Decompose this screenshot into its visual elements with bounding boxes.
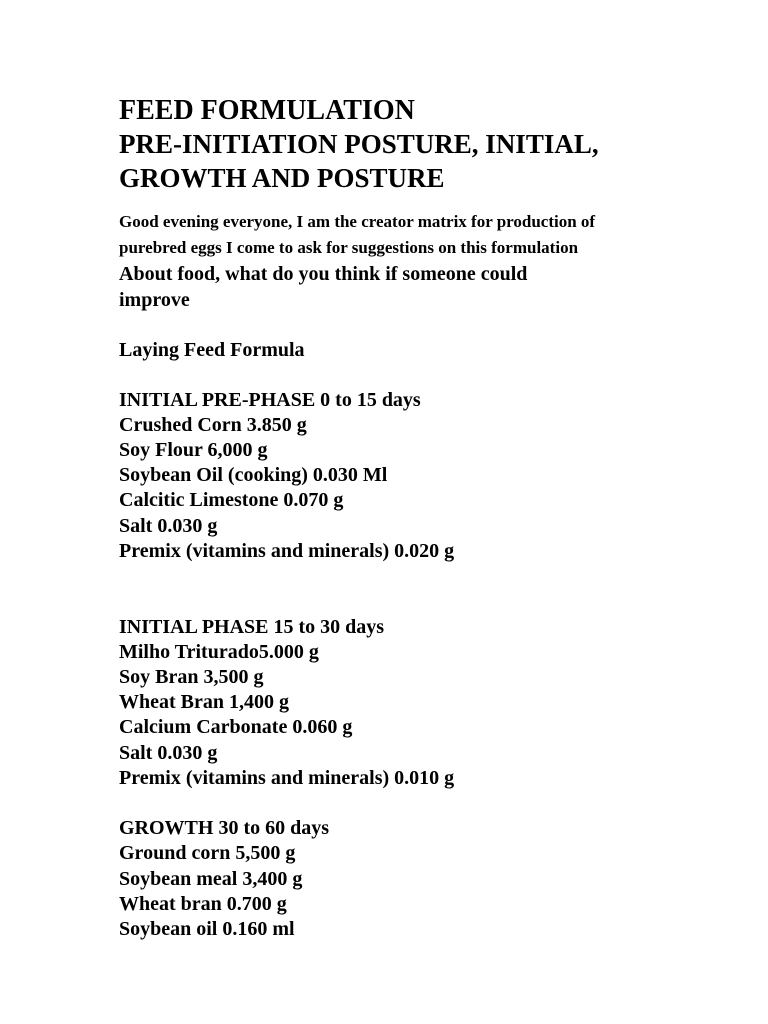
ingredient-item: Salt 0.030 g <box>119 742 218 764</box>
formula-heading: Laying Feed Formula <box>119 339 305 361</box>
ingredient-item: Soy Flour 6,000 g <box>119 439 268 461</box>
ingredient-item: Calcium Carbonate 0.060 g <box>119 716 353 738</box>
section-heading: INITIAL PRE-PHASE 0 to 15 days <box>119 389 421 411</box>
intro-line-3: About food, what do you think if someone could <box>119 263 528 285</box>
intro-line-4: improve <box>119 289 190 311</box>
section-heading: INITIAL PHASE 15 to 30 days <box>119 616 385 638</box>
ingredient-item: Wheat Bran 1,400 g <box>119 691 289 713</box>
ingredient-item: Soybean oil 0.160 ml <box>119 918 295 940</box>
ingredient-item: Milho Triturado5.000 g <box>119 641 319 663</box>
document-subtitle-line-2: GROWTH AND POSTURE <box>119 163 445 193</box>
ingredient-item: Salt 0.030 g <box>119 515 218 537</box>
intro-line-2: purebred eggs I come to ask for suggestions on this formulation <box>119 238 579 257</box>
ingredient-item: Wheat bran 0.700 g <box>119 893 287 915</box>
ingredient-item: Soybean Oil (cooking) 0.030 Ml <box>119 464 388 486</box>
section-heading: GROWTH 30 to 60 days <box>119 817 330 839</box>
intro-line-1: Good evening everyone, I am the creator matrix for production of <box>119 212 596 231</box>
ingredient-item: Crushed Corn 3.850 g <box>119 414 307 436</box>
ingredient-item: Ground corn 5,500 g <box>119 842 296 864</box>
ingredient-item: Premix (vitamins and minerals) 0.010 g <box>119 767 455 789</box>
ingredient-item: Soybean meal 3,400 g <box>119 868 303 890</box>
document-subtitle-line-1: PRE-INITIATION POSTURE, INITIAL, <box>119 129 599 159</box>
ingredient-item: Soy Bran 3,500 g <box>119 666 264 688</box>
ingredient-item: Calcitic Limestone 0.070 g <box>119 489 344 511</box>
document-title: FEED FORMULATION <box>119 95 415 126</box>
ingredient-item: Premix (vitamins and minerals) 0.020 g <box>119 540 455 562</box>
